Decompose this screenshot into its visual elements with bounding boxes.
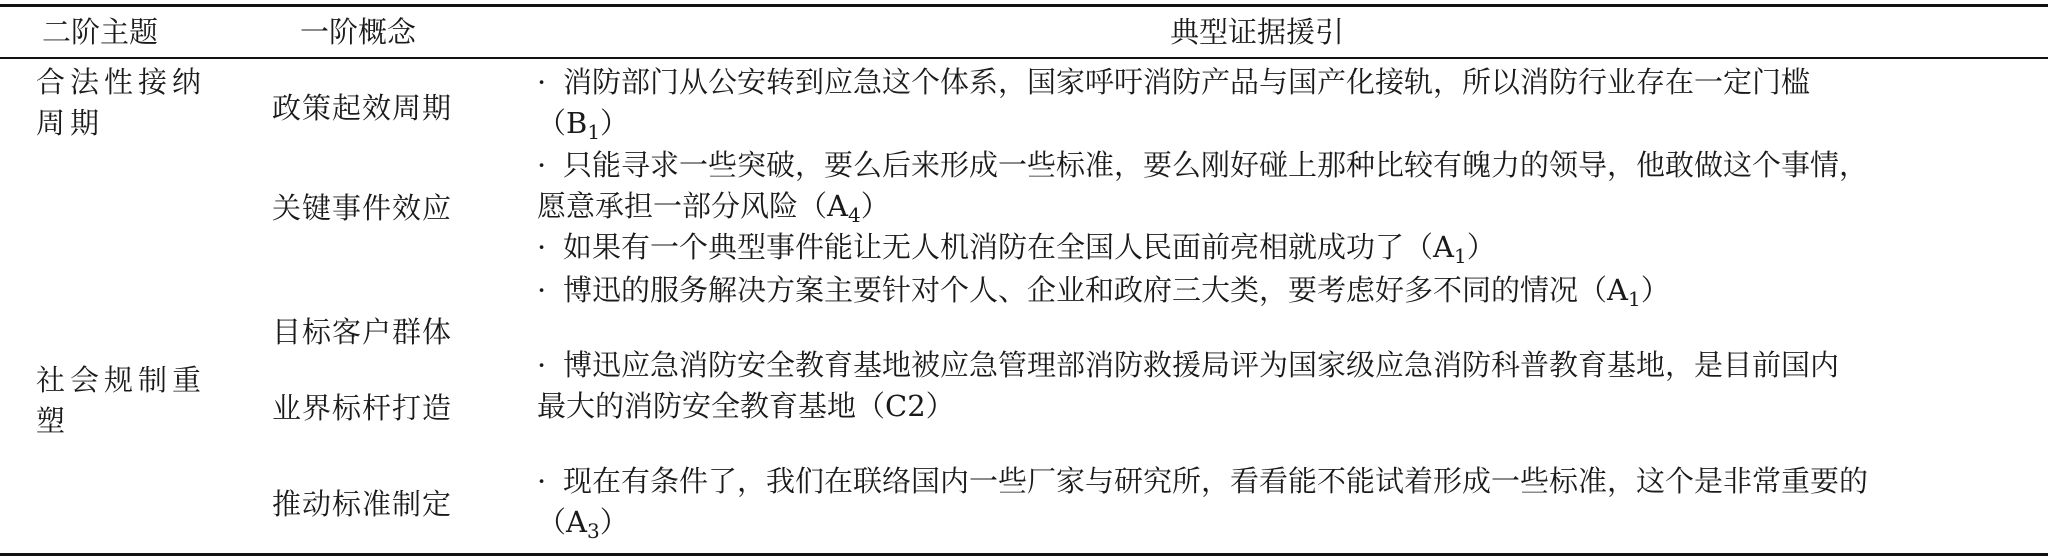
citation-close: ） — [860, 189, 890, 223]
bullet-icon: · — [537, 65, 547, 99]
table-header-rule — [0, 57, 2048, 59]
concept-policy-cycle: 政策起效周期 — [272, 91, 453, 125]
evidence-2-text-cont: 愿意承担一部分风险（A — [537, 189, 848, 223]
evidence-5-line1 — [537, 345, 2027, 386]
evidence-5-text: 博迅应急消防安全教育基地被应急管理部消防救援局评为国家级应急消防科普教育基地，是目前国内 — [563, 348, 1840, 382]
citation-subscript: 1 — [587, 120, 601, 144]
citation-text: （B — [537, 106, 588, 140]
bullet-icon: · — [537, 273, 547, 307]
evidence-1 — [537, 62, 2027, 153]
evidence-5 — [537, 345, 2027, 427]
evidence-2-text: 只能寻求一些突破，要么后来形成一些标准，要么刚好碰上那种比较有魄力的领导，他敢做这个事情， — [563, 148, 1869, 182]
theme-legitimacy-cell — [36, 62, 236, 144]
citation-subscript: 4 — [847, 203, 861, 227]
table-bottom-rule — [0, 553, 2048, 556]
bullet-icon: · — [537, 348, 547, 382]
evidence-6-line2 — [537, 502, 2027, 552]
evidence-3-text: 如果有一个典型事件能让无人机消防在全国人民面前亮相就成功了（A — [563, 230, 1454, 264]
header-evidence: 典型证据援引 — [1170, 15, 1345, 49]
evidence-6-line1 — [537, 461, 2027, 502]
citation-subscript: 3 — [586, 519, 600, 543]
citation-close: ） — [1640, 273, 1670, 307]
citation-close: ） — [600, 106, 630, 140]
citation-close: ） — [599, 505, 629, 539]
citation-text: （A — [537, 505, 587, 539]
theme-legitimacy-line1: 合法性接纳 — [36, 65, 207, 99]
bullet-icon: · — [537, 464, 547, 498]
citation-subscript: 1 — [1453, 244, 1467, 268]
theme-regulation-cell — [36, 360, 236, 442]
theme-regulation-line2: 塑 — [36, 404, 71, 438]
evidence-4-text: 博迅的服务解决方案主要针对个人、企业和政府三大类，要考虑好多不同的情况（A — [563, 273, 1628, 307]
header-concept: 一阶概念 — [300, 15, 417, 49]
evidence-1-line1 — [537, 62, 2027, 103]
concept-key-event: 关键事件效应 — [272, 191, 453, 225]
evidence-1-text: 消防部门从公安转到应急这个体系，国家呼吁消防产品与国产化接轨，所以消防行业存在一定门槛 — [563, 65, 1811, 99]
header-theme: 二阶主题 — [42, 15, 159, 49]
evidence-6-text: 现在有条件了，我们在联络国内一些厂家与研究所，看看能不能试着形成一些标准，这个是非常重要的 — [563, 464, 1869, 498]
evidence-2 — [537, 145, 2027, 236]
evidence-6 — [537, 461, 2027, 552]
bullet-icon: · — [537, 230, 547, 264]
concept-standard-setting: 推动标准制定 — [272, 487, 453, 521]
citation-close: ） — [1466, 230, 1496, 264]
bullet-icon: · — [537, 148, 547, 182]
evidence-4 — [537, 270, 2027, 320]
table-top-rule — [0, 4, 2048, 7]
evidence-5-line2: 最大的消防安全教育基地（C2） — [537, 389, 955, 423]
concept-industry-benchmark: 业界标杆打造 — [272, 391, 453, 425]
evidence-2-line1 — [537, 145, 2027, 186]
concept-target-customers: 目标客户群体 — [272, 315, 453, 349]
theme-legitimacy-line2: 周期 — [36, 106, 105, 140]
theme-regulation-line1: 社会规制重 — [36, 363, 207, 397]
citation-subscript: 1 — [1627, 287, 1641, 311]
